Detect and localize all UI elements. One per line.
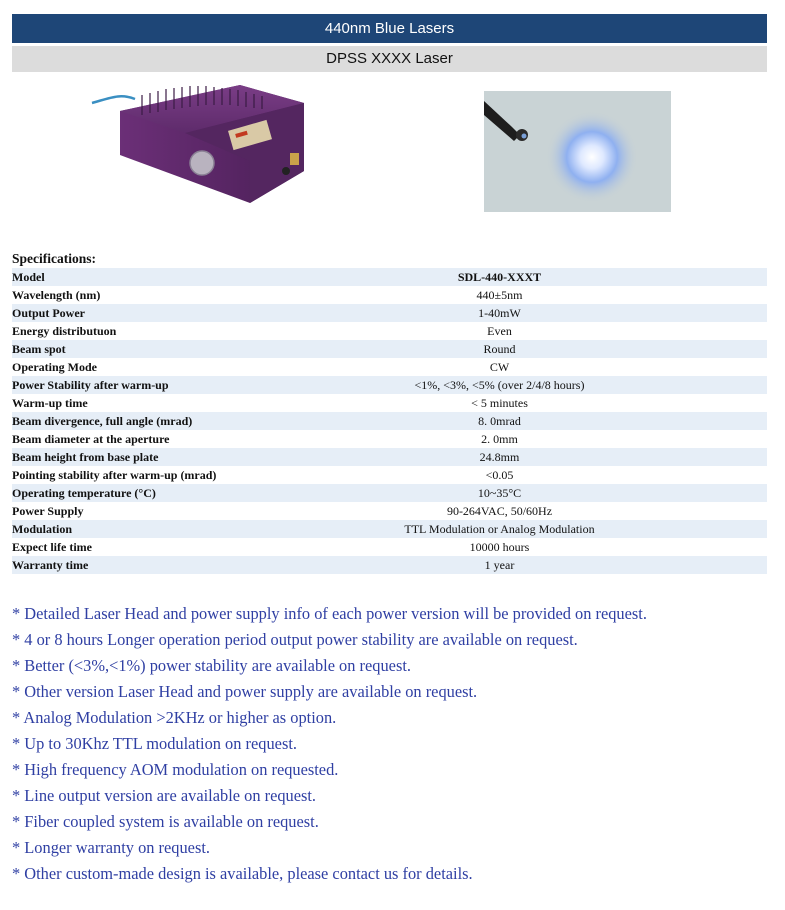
spec-value: 2. 0mm xyxy=(332,430,767,448)
spec-row xyxy=(12,304,767,322)
laser-head-photo xyxy=(90,83,309,204)
spec-label: Warm-up time xyxy=(12,394,332,412)
spec-row xyxy=(12,484,767,502)
spec-value: CW xyxy=(332,358,767,376)
spec-row xyxy=(12,412,767,430)
spec-value: 440±5nm xyxy=(332,286,767,304)
page-title: 440nm Blue Lasers xyxy=(12,14,767,43)
specifications-heading: Specifications: xyxy=(12,251,96,266)
spec-value: Even xyxy=(332,322,767,340)
spec-row xyxy=(12,394,767,412)
note-item: * Detailed Laser Head and power supply info of each power version will be provided on request. xyxy=(12,604,647,623)
spec-value: <1%, <3%, <5% (over 2/4/8 hours) xyxy=(332,376,767,394)
spec-value: 8. 0mrad xyxy=(332,412,767,430)
spec-label: Power Supply xyxy=(12,502,332,520)
spec-row xyxy=(12,358,767,376)
spec-label: Beam height from base plate xyxy=(12,448,332,466)
spec-row xyxy=(12,286,767,304)
note-item: * Analog Modulation >2KHz or higher as option. xyxy=(12,708,337,727)
note-item: * Better (<3%,<1%) power stability are available on request. xyxy=(12,656,411,675)
spec-value: < 5 minutes xyxy=(332,394,767,412)
spec-row xyxy=(12,376,767,394)
spec-label: Model xyxy=(12,268,332,286)
spec-row xyxy=(12,502,767,520)
product-subtitle: DPSS XXXX Laser xyxy=(12,46,767,72)
note-item: * Line output version are available on request. xyxy=(12,786,317,805)
spec-label: Warranty time xyxy=(12,556,332,574)
spec-value: 90-264VAC, 50/60Hz xyxy=(332,502,767,520)
spec-row xyxy=(12,538,767,556)
spec-value: TTL Modulation or Analog Modulation xyxy=(332,520,767,538)
note-item: * Longer warranty on request. xyxy=(12,838,210,857)
note-item: * Other custom-made design is available, please contact us for details. xyxy=(12,864,473,883)
spec-row xyxy=(12,430,767,448)
spec-row xyxy=(12,340,767,358)
spec-row xyxy=(12,268,767,286)
spec-value: 1-40mW xyxy=(332,304,767,322)
spec-label: Modulation xyxy=(12,520,332,538)
note-item: * High frequency AOM modulation on requested. xyxy=(12,760,339,779)
spec-label: Operating Mode xyxy=(12,358,332,376)
specifications-table xyxy=(12,268,767,574)
spec-label: Wavelength (nm) xyxy=(12,286,332,304)
spec-value: 10000 hours xyxy=(332,538,767,556)
spec-label: Beam diameter at the aperture xyxy=(12,430,332,448)
note-item: * Fiber coupled system is available on request. xyxy=(12,812,319,831)
spec-row xyxy=(12,520,767,538)
spec-label: Beam divergence, full angle (mrad) xyxy=(12,412,332,430)
spec-row xyxy=(12,322,767,340)
note-item: * 4 or 8 hours Longer operation period output power stability are available on request. xyxy=(12,630,578,649)
spec-value: 24.8mm xyxy=(332,448,767,466)
spec-label: Power Stability after warm-up xyxy=(12,376,332,394)
spec-label: Energy distributuon xyxy=(12,322,332,340)
spec-value: 10~35°C xyxy=(332,484,767,502)
note-item: * Other version Laser Head and power supply are available on request. xyxy=(12,682,478,701)
spec-value: <0.05 xyxy=(332,466,767,484)
spec-label: Expect life time xyxy=(12,538,332,556)
note-item: * Up to 30Khz TTL modulation on request. xyxy=(12,734,297,753)
spec-row xyxy=(12,466,767,484)
spec-label: Output Power xyxy=(12,304,332,322)
spec-row xyxy=(12,448,767,466)
spec-value: SDL-440-XXXT xyxy=(332,268,767,286)
notes-list xyxy=(12,601,647,887)
spec-row xyxy=(12,556,767,574)
spec-label: Pointing stability after warm-up (mrad) xyxy=(12,466,332,484)
spec-label: Beam spot xyxy=(12,340,332,358)
spec-value: Round xyxy=(332,340,767,358)
blue-beam-photo xyxy=(484,91,671,212)
spec-value: 1 year xyxy=(332,556,767,574)
spec-label: Operating temperature (°C) xyxy=(12,484,332,502)
